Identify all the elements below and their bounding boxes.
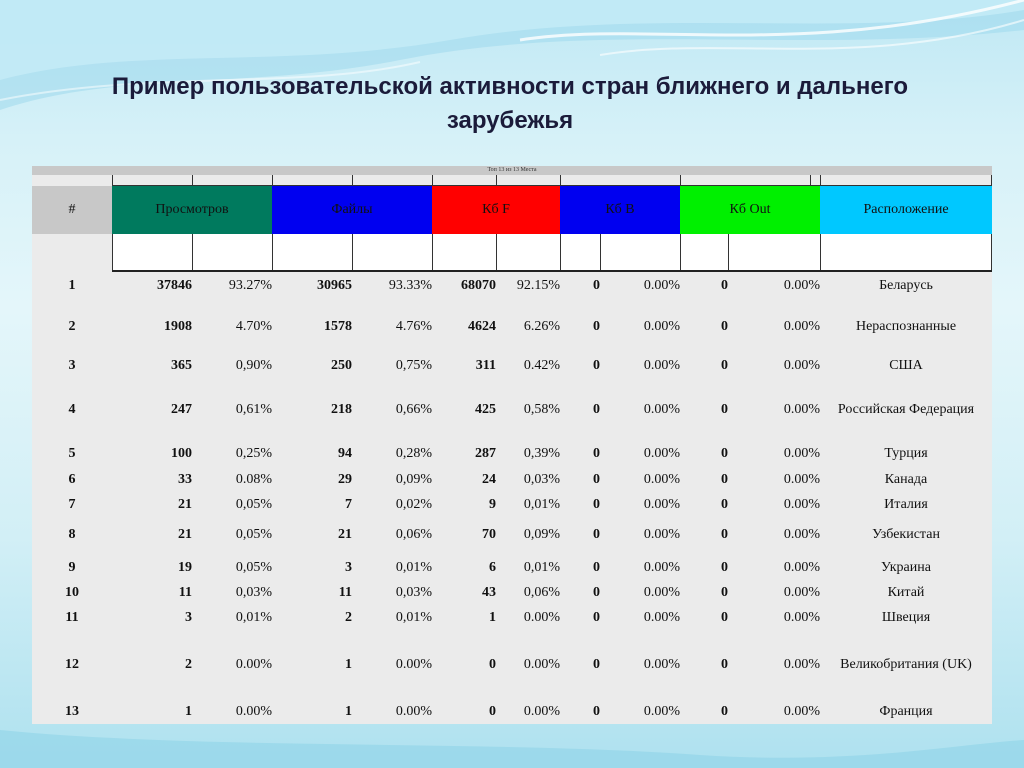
cell-kb-b-pct: 0.00% [643,497,680,512]
cell-kb-b: 0 [593,446,600,461]
cell-kb-f: 4624 [468,319,496,334]
cell-kb-b: 0 [593,472,600,487]
cell-kb-b-pct: 0.00% [643,472,680,487]
cell-kb-b: 0 [593,527,600,542]
cell-kb-out-pct: 0.00% [783,560,820,575]
table-row [32,276,992,296]
table-row [32,400,992,420]
cell-kb-b-pct: 0.00% [643,610,680,625]
cell-kb-b: 0 [593,402,600,417]
cell-kb-f: 68070 [461,278,496,293]
cell-kb-out: 0 [721,704,728,719]
cell-views: 247 [171,402,192,417]
cell-location: Узбекистан [872,527,940,542]
cell-files-pct: 0,01% [395,610,432,625]
cell-kb-f-pct: 0,39% [523,446,560,461]
table-row [32,583,992,603]
cell-kb-out-pct: 0.00% [783,610,820,625]
cell-files-pct: 0,28% [395,446,432,461]
cell-kb-f: 0 [489,657,496,672]
cell-files-pct: 0,66% [395,402,432,417]
cell-views: 3 [185,610,192,625]
cell-kb-b: 0 [593,585,600,600]
cell-files: 7 [345,497,352,512]
cell-files: 218 [331,402,352,417]
cell-kb-out-pct: 0.00% [783,446,820,461]
cell-kb-b: 0 [593,610,600,625]
cell-number: 13 [65,704,79,719]
cell-number: 5 [68,446,76,461]
cell-views-pct: 0,03% [235,585,272,600]
cell-kb-out: 0 [721,319,728,334]
table-row [32,702,992,722]
cell-kb-out-pct: 0.00% [783,319,820,334]
table-caption-bar [32,166,992,175]
cell-kb-f-pct: 0.00% [523,610,560,625]
cell-kb-f: 425 [475,402,496,417]
cell-kb-b-pct: 0.00% [643,704,680,719]
cell-location: Швеция [881,610,931,625]
cell-kb-b: 0 [593,319,600,334]
cell-kb-b-pct: 0.00% [643,402,680,417]
cell-kb-out: 0 [721,497,728,512]
cell-kb-out-pct: 0.00% [783,527,820,542]
cell-location: США [889,358,923,373]
cell-files-pct: 0,02% [395,497,432,512]
cell-kb-out-pct: 0.00% [783,585,820,600]
cell-kb-f: 9 [489,497,496,512]
cell-views: 100 [171,446,192,461]
cell-views-pct: 4.70% [235,319,272,334]
page-title: Пример пользовательской активности стран ближнего и дальнего зарубежья [111,73,909,134]
cell-views-pct: 0,01% [235,610,272,625]
cell-kb-f: 311 [475,358,496,373]
cell-views: 21 [178,527,192,542]
cell-location: Канада [884,472,928,487]
cell-kb-b: 0 [593,497,600,512]
cell-views: 21 [178,497,192,512]
cell-location: Российская Федерация [837,402,975,417]
cell-kb-b: 0 [593,278,600,293]
cell-kb-f-pct: 0,01% [523,497,560,512]
cell-views-pct: 0.08% [235,472,272,487]
cell-number: 2 [68,319,76,334]
cell-kb-out: 0 [721,472,728,487]
cell-location: Китай [887,585,925,600]
cell-location: Франция [879,704,933,719]
header-views: Просмотров [112,186,272,234]
cell-kb-out: 0 [721,527,728,542]
cell-kb-out-pct: 0.00% [783,657,820,672]
cell-views-pct: 0,05% [235,527,272,542]
cell-kb-b-pct: 0.00% [643,585,680,600]
cell-files-pct: 93.33% [388,278,432,293]
cell-files: 1 [345,704,352,719]
cell-files-pct: 0,03% [395,585,432,600]
cell-files: 1 [345,657,352,672]
cell-location: Украина [881,560,931,575]
stats-table [32,166,992,724]
cell-views: 1 [185,704,192,719]
cell-files: 94 [338,446,352,461]
cell-kb-f-pct: 0,09% [523,527,560,542]
cell-kb-out-pct: 0.00% [783,358,820,373]
cell-views: 2 [185,657,192,672]
cell-files-pct: 0,06% [395,527,432,542]
cell-kb-out-pct: 0.00% [783,497,820,512]
cell-kb-b: 0 [593,560,600,575]
header-kb-b: Кб В [560,186,680,234]
cell-files-pct: 0.00% [395,657,432,672]
table-row [32,525,992,545]
cell-location: Великобритания (UK) [840,657,972,672]
cell-views-pct: 0.00% [235,657,272,672]
cell-kb-out: 0 [721,657,728,672]
table-row [32,317,992,337]
cell-views-pct: 0,90% [235,358,272,373]
cell-kb-out: 0 [721,610,728,625]
cell-files: 29 [338,472,352,487]
cell-views: 11 [178,585,192,600]
cell-kb-f-pct: 0.00% [523,704,560,719]
cell-kb-f-pct: 0.00% [523,657,560,672]
cell-views-pct: 93.27% [228,278,272,293]
cell-kb-b: 0 [593,358,600,373]
cell-views-pct: 0.00% [235,704,272,719]
cell-views-pct: 0,61% [235,402,272,417]
cell-kb-f-pct: 0.42% [523,358,560,373]
cell-number: 1 [68,278,76,293]
cell-location: Италия [884,497,928,512]
cell-kb-out: 0 [721,402,728,417]
cell-files: 11 [338,585,352,600]
cell-kb-f: 70 [482,527,496,542]
cell-kb-out: 0 [721,446,728,461]
cell-number: 11 [65,610,79,625]
cell-views-pct: 0,05% [235,497,272,512]
table-row [32,655,992,675]
header-location: Расположение [820,186,992,234]
cell-views-pct: 0,25% [235,446,272,461]
subheader-row [112,234,992,272]
cell-files: 21 [338,527,352,542]
cell-kb-out: 0 [721,585,728,600]
cell-number: 4 [68,402,76,417]
cell-number: 12 [65,657,79,672]
cell-location: Нераспознанные [855,319,957,334]
cell-kb-f-pct: 0,03% [523,472,560,487]
cell-views: 1908 [164,319,192,334]
cell-number: 10 [65,585,79,600]
cell-kb-f-pct: 0,06% [523,585,560,600]
cell-views: 19 [178,560,192,575]
table-row [32,608,992,628]
cell-files-pct: 4.76% [395,319,432,334]
cell-kb-out: 0 [721,278,728,293]
cell-kb-b-pct: 0.00% [643,319,680,334]
cell-kb-f: 6 [489,560,496,575]
cell-files: 2 [345,610,352,625]
table-row [32,444,992,464]
cell-kb-out-pct: 0.00% [783,472,820,487]
cell-number: 3 [68,358,76,373]
cell-kb-b-pct: 0.00% [643,446,680,461]
cell-kb-out: 0 [721,358,728,373]
cell-number: 7 [68,497,76,512]
cell-files-pct: 0,09% [395,472,432,487]
cell-kb-out-pct: 0.00% [783,402,820,417]
cell-kb-f-pct: 0,01% [523,560,560,575]
cell-files-pct: 0,75% [395,358,432,373]
cell-views: 33 [178,472,192,487]
cell-kb-b-pct: 0.00% [643,278,680,293]
cell-location: Беларусь [879,278,933,293]
table-row [32,558,992,578]
table-row [32,356,992,376]
cell-views-pct: 0,05% [235,560,272,575]
cell-files: 1578 [324,319,352,334]
cell-views: 365 [171,358,192,373]
cell-files: 250 [331,358,352,373]
cell-kb-f-pct: 92.15% [516,278,560,293]
column-separators [32,175,992,186]
cell-files: 3 [345,560,352,575]
cell-kb-b-pct: 0.00% [643,527,680,542]
cell-kb-f: 43 [482,585,496,600]
table-row [32,495,992,515]
cell-kb-f-pct: 0,58% [523,402,560,417]
cell-kb-b-pct: 0.00% [643,358,680,373]
table-caption: Топ 13 из 13 Места [487,167,537,173]
header-kb-out: Кб Out [680,186,820,234]
cell-kb-out-pct: 0.00% [783,704,820,719]
cell-kb-f: 287 [475,446,496,461]
cell-number: 9 [68,560,76,575]
cell-number: 6 [68,472,76,487]
cell-kb-b: 0 [593,657,600,672]
cell-files-pct: 0,01% [395,560,432,575]
cell-kb-b-pct: 0.00% [643,657,680,672]
header-number: # [32,186,112,234]
cell-kb-out: 0 [721,560,728,575]
cell-number: 8 [68,527,76,542]
header-files: Файлы [272,186,432,234]
table-row [32,470,992,490]
cell-files: 30965 [317,278,352,293]
cell-views: 37846 [157,278,192,293]
cell-kb-out-pct: 0.00% [783,278,820,293]
cell-kb-f: 0 [489,704,496,719]
cell-kb-f: 1 [489,610,496,625]
cell-files-pct: 0.00% [395,704,432,719]
cell-kb-b-pct: 0.00% [643,560,680,575]
cell-kb-f-pct: 6.26% [523,319,560,334]
cell-kb-f: 24 [482,472,496,487]
cell-location: Турция [884,446,928,461]
header-kb-f: Кб F [432,186,560,234]
cell-kb-b: 0 [593,704,600,719]
